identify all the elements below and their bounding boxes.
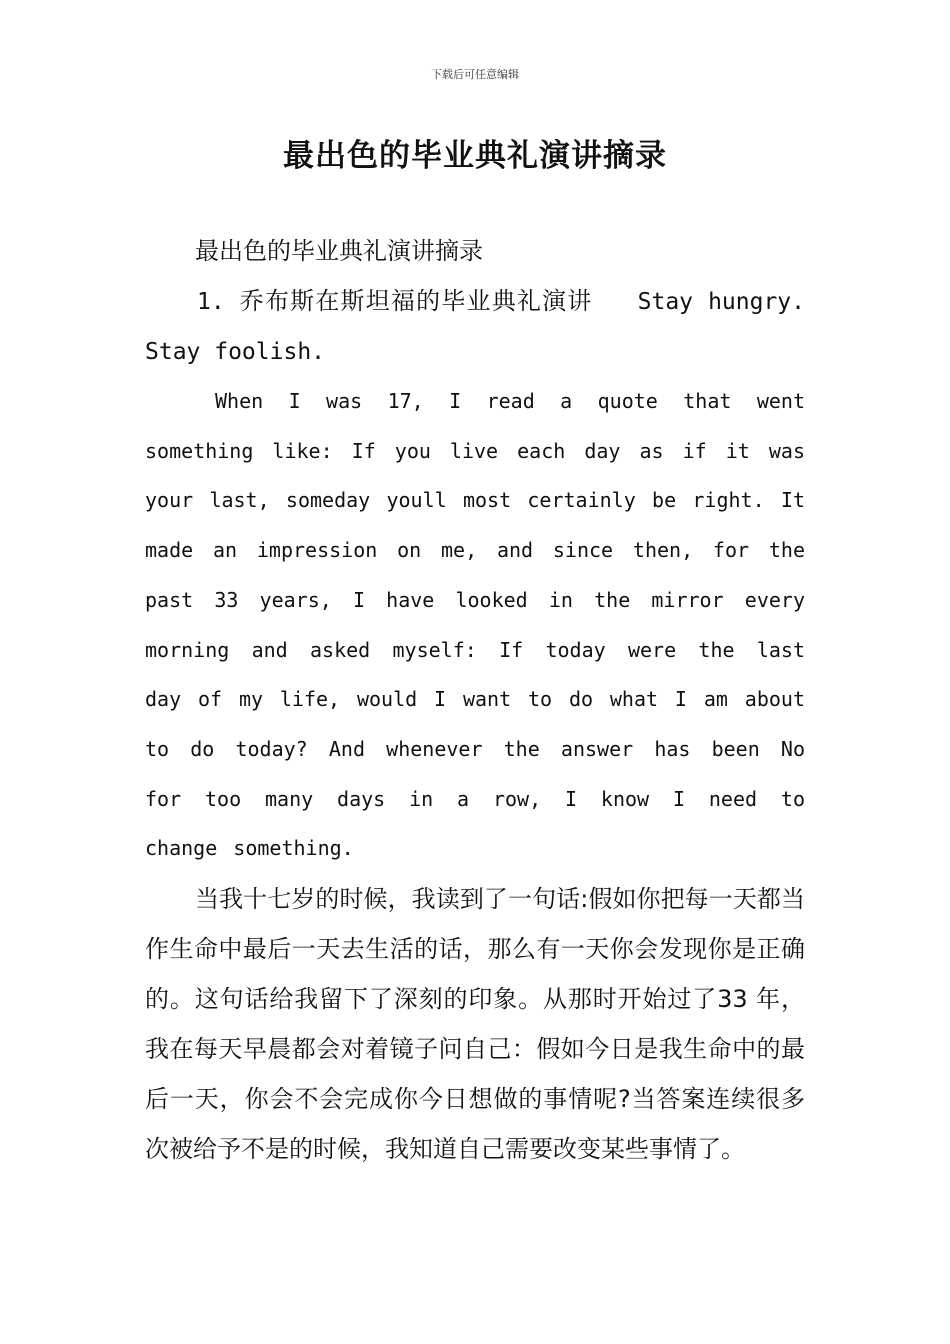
paragraph-english: When I was 17, I read a quote that went something like: If you live each day as if it was your last, someday youll most certainly be right. It made an impression on me, and since then, for the past 33 years, I have looked in the mirror every morning and asked myself: If today were the last day of my life, would I want to do what I am about to do today? And whenever the answer has been No for too many days in a row, I know I need to change something. — [145, 389, 805, 861]
header-note: 下载后可任意编辑 — [431, 68, 519, 81]
list-item-heading-cn: 乔布斯在斯坦福的毕业典礼演讲 — [239, 287, 593, 315]
list-item-number: 1. — [197, 289, 225, 315]
list-item-heading — [145, 276, 805, 377]
list-item-heading-en: Stay hungry. Stay foolish. — [145, 289, 806, 365]
document-subtitle: 最出色的毕业典礼演讲摘录 — [195, 237, 483, 265]
paragraph-chinese: 当我十七岁的时候，我读到了一句话:假如你把每一天都当作生命中最后一天去生活的话，那么有一天你会发现你是正确的。这句话给我留下了深刻的印象。从那时开始过了33 年，我在每天早晨都会对着镜子问自己：假如今日是我生命中的最后一天，你会不会完成你今日想做的事情呢?当答案连续很多次被给予不是的时候，我知道自己需要改变某些事情了。 — [145, 885, 805, 1164]
document-title: 最出色的毕业典礼演讲摘录 — [283, 138, 667, 174]
document-body — [145, 226, 805, 1174]
